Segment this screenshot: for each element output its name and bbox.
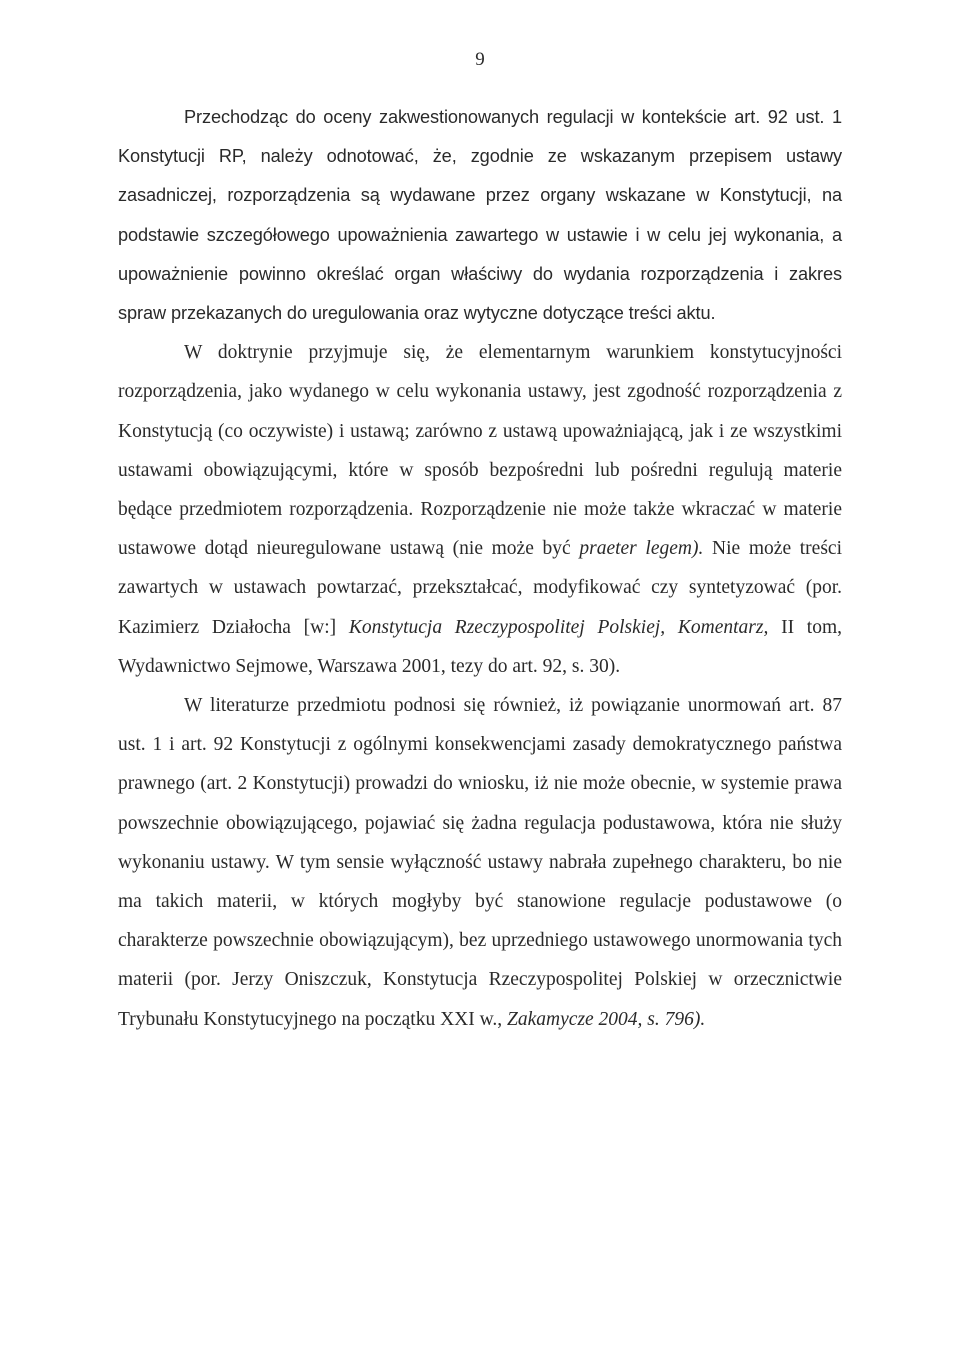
paragraph-2-text-a: W doktrynie przyjmuje się, że elementarnym warunkiem konstytucyjności rozporządzenia, jako wydanego w celu wykonania ustawy, jest zgodność rozporządzenia z Konstytucją (co oczywiste) i ustawą; zarówno z ustawą upoważniającą, jak i ze wszystkimi ustawami obowiązującymi, które w sposób bezpośredni lub pośredni regulują materie będące przedmiotem rozporządzenia. Rozporządzenie nie może także wkraczać w materie ustawowe dotąd nieuregulowane ustawą (nie może być — [118, 342, 842, 560]
paragraph-1 — [118, 98, 842, 333]
paragraph-2-italic-title: Konstytucja Rzeczypospolitej Polskiej, Komentarz, — [348, 616, 769, 638]
paragraph-2 — [118, 333, 842, 686]
paragraph-2-text-b: Nie może treści zawartych w ustawach powtarzać, przekształcać, modyfikować czy syntetyzować (por. Kazimierz Działocha [w:] — [118, 538, 842, 638]
paragraph-1-text: Przechodząc do oceny zakwestionowanych regulacji w kontekście art. 92 ust. 1 Konstytucji RP, należy odnotować, że, zgodnie ze wskazanym przepisem ustawy zasadniczej, rozporządzenia są wydawane przez organy wskazane w Konstytucji, na podstawie szczegółowego upoważnienia zawartego w ustawie i w celu jej wykonania, a upoważnienie powinno określać organ właściwy do wydania rozporządzenia i zakres spraw przekazanych do uregulowania oraz wytyczne dotyczące treści aktu. — [118, 107, 842, 324]
body-text — [118, 98, 842, 1039]
paragraph-3 — [118, 686, 842, 1039]
paragraph-3-italic-citation: Zakamycze 2004, s. 796). — [507, 1008, 706, 1030]
page-number: 9 — [475, 49, 485, 70]
paragraph-2-italic-praeter-legem: praeter legem). — [579, 538, 704, 560]
paragraph-3-text-a: W literaturze przedmiotu podnosi się również, iż powiązanie unormowań art. 87 ust. 1 i art. 92 Konstytucji z ogólnymi konsekwencjami zasady demokratycznego państwa prawnego (art. 2 Konstytucji) prowadzi do wniosku, iż nie może obecnie, w systemie prawa powszechnie obowiązującego, pojawiać się żadna regulacja podustawowa, która nie służy wykonaniu ustawy. W tym sensie wyłączność ustawy nabrała zupełnego charakteru, bo nie ma takich materii, w których mogłyby być stanowione regulacje podustawowe (o charakterze powszechnie obowiązującym), bez uprzedniego ustawowego unormowania tych materii (por. Jerzy Oniszczuk, Konstytucja Rzeczypospolitej Polskiej w orzecznictwie Trybunału Konstytucyjnego na początku XXI w., — [118, 695, 842, 1030]
paragraph-2-text-c: II tom, Wydawnictwo Sejmowe, Warszawa 2001, tezy do art. 92, s. 30). — [118, 616, 843, 677]
